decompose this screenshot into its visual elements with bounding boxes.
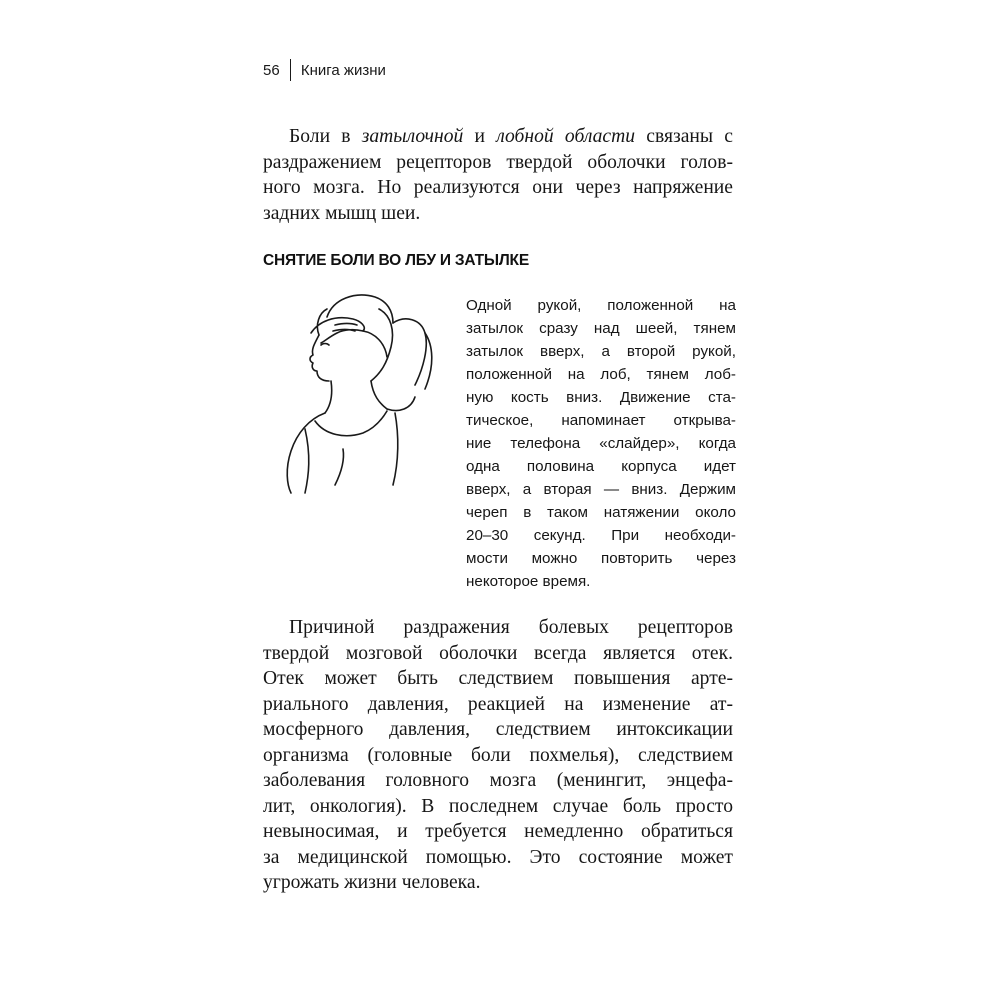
intro-line: ного мозга. Но реализуются они через напряжение <box>263 177 733 198</box>
header-separator <box>290 59 291 81</box>
body-line: угрожать жизни человека. <box>263 872 481 893</box>
body-line: невыносимая, и требуется немедленно обратиться <box>263 821 733 842</box>
body-line: риального давления, реакцией на изменение ат- <box>263 693 733 715</box>
instruction-line: Одной рукой, положенной на <box>466 297 736 314</box>
intro-line: задних мышц шеи. <box>263 202 421 224</box>
instruction-line: ние телефона «слайдер», когда <box>466 435 736 452</box>
body-line: Отек может быть следствием повышения арте- <box>263 668 733 689</box>
exercise-instructions <box>466 294 736 593</box>
body-line: за медицинской помощью. Это состояние может <box>263 846 733 868</box>
body-line: организма (головные боли похмелья), следствием <box>263 744 733 766</box>
intro-line: Боли в затылочной и лобной области связаны с <box>289 126 733 147</box>
body-line: заболевания головного мозга (менингит, энцефа- <box>263 770 733 791</box>
body-line: лит, онкология). В последнем случае боль просто <box>263 795 733 817</box>
instruction-line: 20–30 секунд. При необходи- <box>466 527 736 544</box>
instruction-line: мости можно повторить через <box>466 550 736 567</box>
page-number: 56 <box>263 61 280 79</box>
intro-paragraph <box>263 124 733 226</box>
body-line: мосферного давления, следствием интоксикации <box>263 719 733 740</box>
emphasis-frontal: лобной области <box>496 126 636 147</box>
running-header <box>263 58 386 82</box>
book-title: Книга жизни <box>300 61 386 79</box>
instruction-line: одна половина корпуса идет <box>466 458 736 475</box>
instruction-line: затылок сразу над шеей, тянем <box>466 320 736 337</box>
main-paragraph <box>263 615 733 896</box>
instruction-line: тическое, напоминает открыва- <box>466 412 736 429</box>
instruction-line: некоторое время. <box>466 573 591 590</box>
instruction-line: затылок вверх, а второй рукой, <box>466 343 736 360</box>
body-line: Причиной раздражения болевых рецепторов <box>289 617 733 638</box>
body-line: твердой мозговой оболочки всегда является отек. <box>263 642 733 664</box>
instruction-line: ную кость вниз. Движение ста- <box>466 389 736 406</box>
instruction-line: вверх, а вторая — вниз. Держим <box>466 481 736 498</box>
woman-stretching-neck-illustration <box>275 285 455 495</box>
intro-line: раздражением рецепторов твердой оболочки голов- <box>263 151 733 173</box>
emphasis-occipital: затылочной <box>361 126 464 147</box>
instruction-line: череп в таком натяжении около <box>466 504 736 521</box>
instruction-line: положенной на лоб, тянем лоб- <box>466 366 736 383</box>
section-title: СНЯТИЕ БОЛИ ВО ЛБУ И ЗАТЫЛКЕ <box>263 252 529 269</box>
